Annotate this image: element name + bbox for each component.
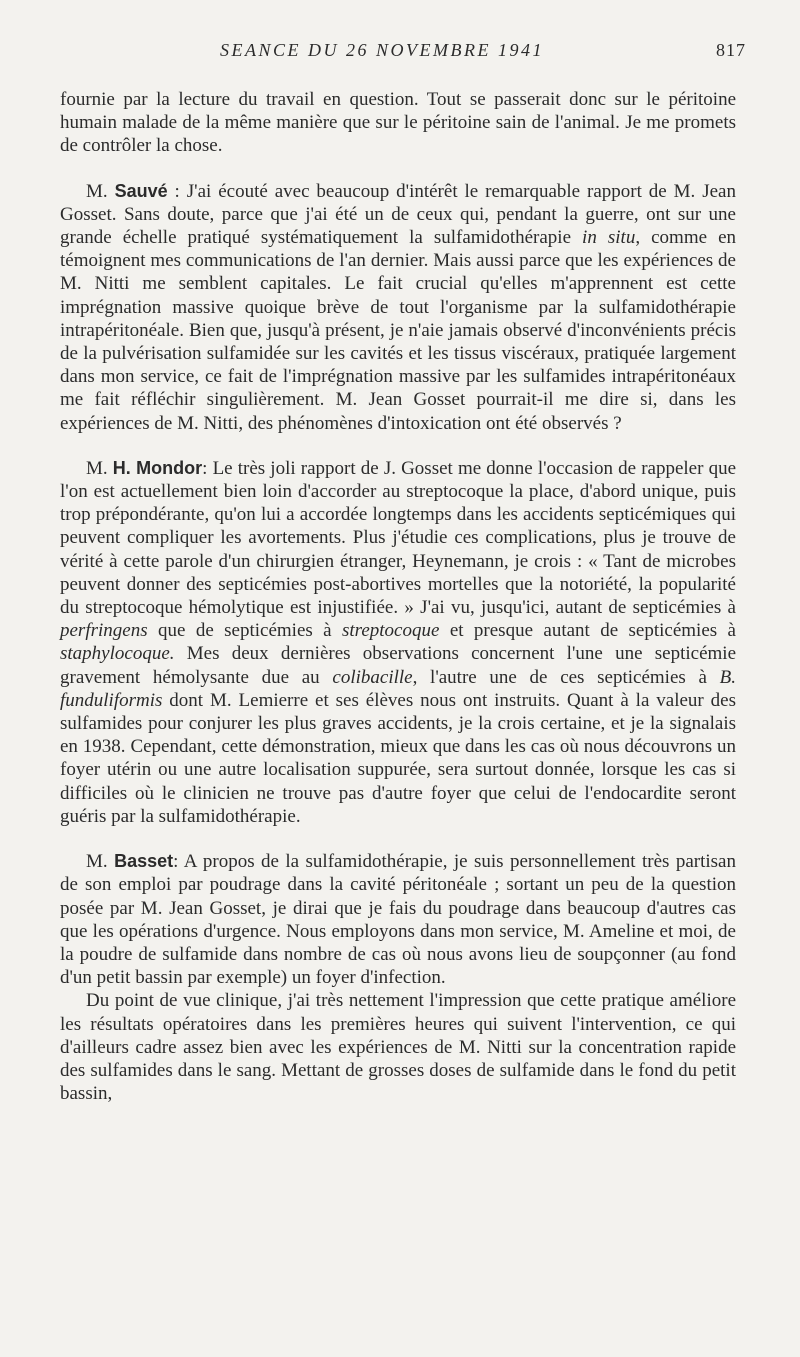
running-header (60, 40, 746, 70)
paragraph-sauve (60, 180, 736, 435)
paragraph-text: Mes deux dernières observations concernent l'une une septicémie gravement hémolysante due au (60, 643, 736, 688)
paragraph-text: et presque autant de septicémies à (439, 620, 736, 642)
running-title: SEANCE DU 26 NOVEMBRE 1941 (220, 40, 544, 60)
paragraph-basset-continued (60, 989, 736, 1105)
paragraph-text: : Le très joli rapport de J. Gosset me donne l'occasion de rappeler que l'on est actuellement bien loin d'accorder au streptocoque la place, d'abord unique, puis trop prépondérante, qu'on lui a accordée longtemps dans les accidents septicémiques qui peuvent compliquer les avortements. Plus j'étudie ces complications, plus je trouve de vérité à cette parole d'un chirurgien étranger, Heynemann, je crois : « Tant de microbes peuvent donner des septicémies post-abortives mortelles que la notoriété, la popularité du streptocoque hémolytique est injustifiée. » J'ai vu, jusqu'ici, autant de septicémies à (60, 457, 737, 619)
speaker-name: H. Mondor (112, 457, 203, 478)
italic-term: perfringens (60, 620, 148, 642)
speaker-prefix: M. (86, 457, 113, 479)
speaker-prefix: M. (86, 180, 115, 202)
paragraph-basset (60, 850, 736, 989)
paragraph-text: fournie par la lecture du travail en question. Tout se passerait donc sur le péritoine humain malade de la même manière que sur le péritoine sain de l'animal. Je me promets de contrôler la chose. (60, 89, 736, 157)
speaker-name: Basset (114, 851, 174, 872)
speaker-name: Sauvé (114, 180, 168, 201)
paragraph-text: dont M. Lemierre et ses élèves nous ont instruits. Quant à la valeur des sulfamides pour conjurer les plus graves accidents, je la crois certaine, et je la signalais en 1938. Cependant, cette démonstration, mieux que dans les cas où nous découvrons un foyer utérin ou une autre localisation suppurée, sera surtout donnée, lorsque les cas si difficiles où le clinicien ne trouve pas d'autre foyer que celui de l'endocardite seront guéris par la sulfamidothérapie. (60, 689, 736, 827)
italic-term: streptocoque (341, 620, 440, 642)
page-number: 817 (716, 40, 746, 60)
paragraph-text: : J'ai écouté avec beaucoup d'intérêt le remarquable rapport de M. Jean Gosset. Sans doute, parce que j'ai été un de ceux qui, pendant la guerre, ont sur une grande échelle pratiqué systématiquement la sulfamidothérapie (60, 180, 736, 249)
italic-term: B. funduliformis (60, 666, 736, 711)
paragraph-text: que de septicémies à (147, 620, 342, 642)
speaker-prefix: M. (86, 851, 115, 873)
paragraph-text: , l'autre une de ces septicémies à (412, 666, 720, 688)
paragraph-text: , comme en témoignent mes communications de l'an dernier. Mais aussi parce que les expériences de M. Nitti me semblent capitales. Le fait crucial qu'elles m'apprennent est cette imprégnation massive quoique brève de tout l'organisme par la sulfamidothérapie intrapéritonéale. Bien que, jusqu'à présent, je n'aie jamais observé d'inconvénients précis de la pulvérisation sulfamidée sur les cavités et les tissus viscéraux, pratiquée largement dans mon service, ce fait de l'imprégnation massive par les sulfamides intrapéritonéaux me fait réfléchir singulièrement. M. Jean Gosset pourrait-il me dire si, dans les expériences de M. Nitti, des phénomènes d'intoxication ont été observés ? (60, 227, 737, 434)
italic-term: staphylocoque. (60, 643, 175, 665)
paragraph-continuation (60, 88, 736, 158)
paragraph-text: Du point de vue clinique, j'ai très nettement l'impression que cette pratique améliore les résultats opératoires dans les premières heures qui suivent l'intervention, ce qui d'ailleurs cadre assez bien avec les expériences de M. Nitti sur la concentration rapide des sulfamides dans le sang. Mettant de grosses doses de sulfamide dans le fond du petit bassin, (60, 990, 736, 1105)
italic-term: colibacille (332, 666, 413, 688)
italic-term: in situ (582, 227, 636, 249)
paragraph-mondor (60, 457, 736, 828)
paragraph-text: : A propos de la sulfamidothérapie, je suis personnellement très partisan de son emploi par poudrage dans la cavité péritonéale ; sortant un peu de la question posée par M. Jean Gosset, je dirai que je fais du poudrage dans beaucoup d'autres cas que les opérations d'urgence. Nous employons dans mon service, M. Ameline et moi, de la poudre de sulfamide dans nombre de cas où nous avons lieu de soupçonner (au fond d'un petit bassin par exemple) un foyer d'infection. (60, 851, 736, 989)
body-text (60, 88, 736, 1105)
